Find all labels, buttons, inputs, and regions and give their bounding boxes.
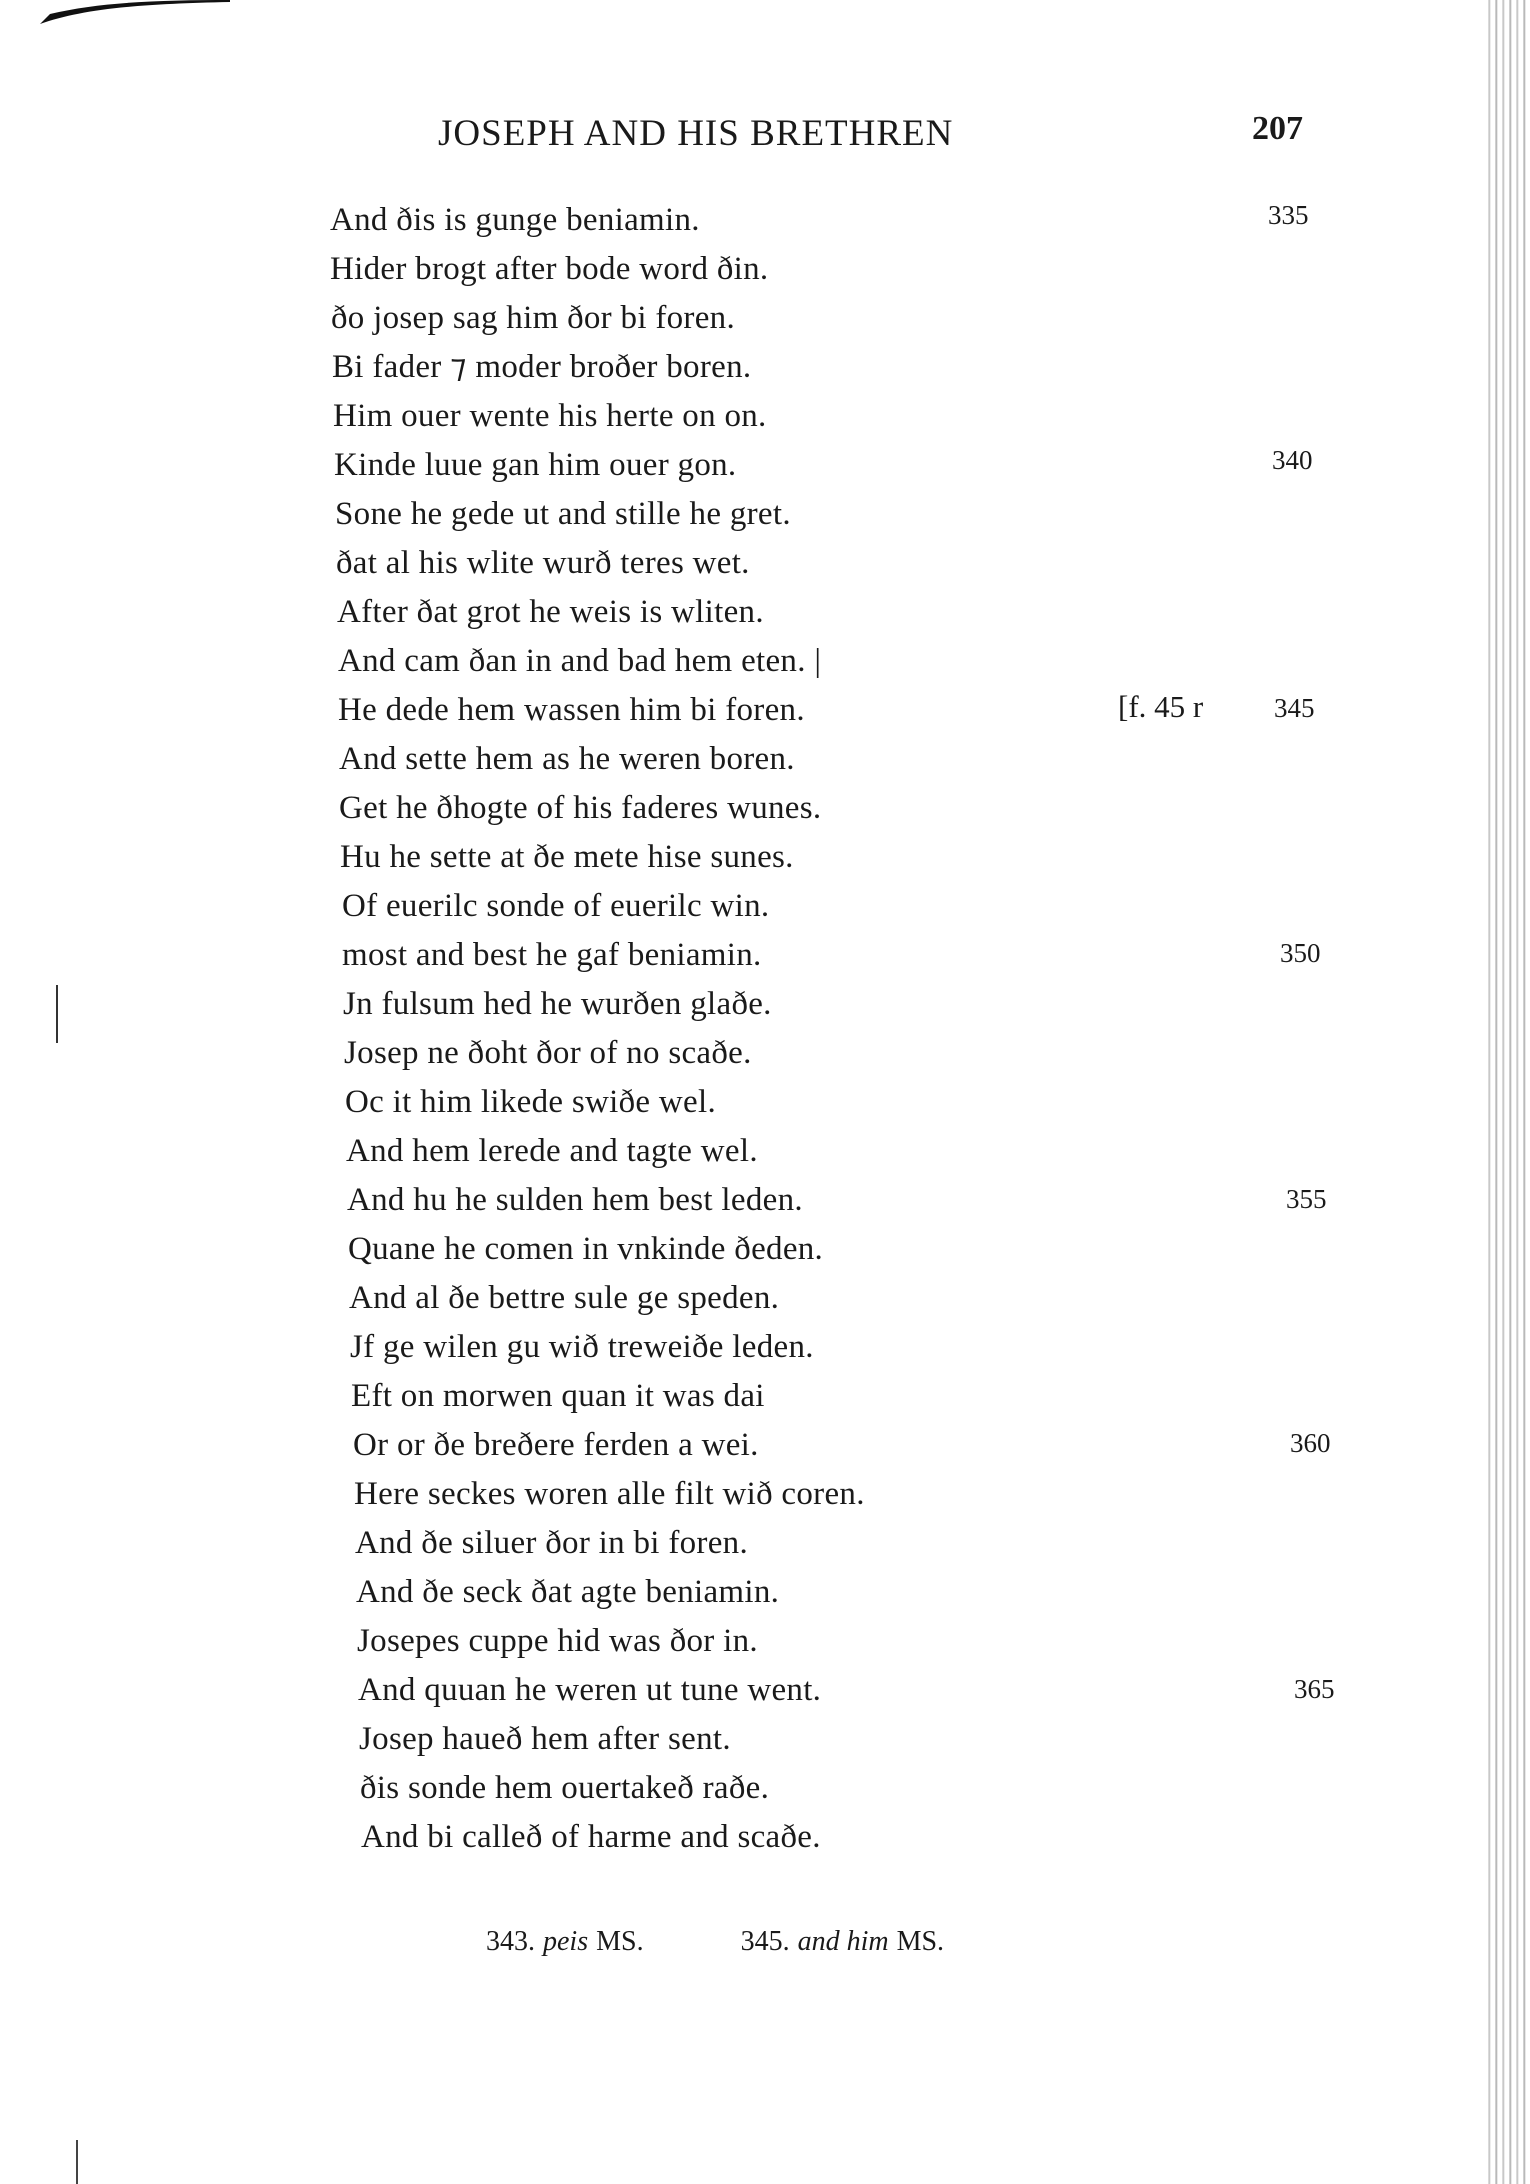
line-number: 360 (1290, 1428, 1331, 1458)
footnote-source: MS. (896, 1926, 945, 1957)
verse-line: Of euerilc sonde of euerilc win. (342, 888, 770, 924)
verse-line: And ðe siluer ðor in bi foren. (355, 1525, 748, 1561)
verse-line: Jn fulsum hed he wurðen glaðe. (343, 986, 772, 1022)
margin-mark-bottom (76, 2140, 78, 2184)
verse-line: Kinde luue gan him ouer gon. (334, 447, 737, 483)
footnote-reading: and him (797, 1926, 889, 1957)
verse-line: Jf ge wilen gu wið treweiðe leden. (350, 1329, 814, 1365)
running-title: JOSEPH AND HIS BRETHREN (438, 113, 954, 154)
page-edge-shadow (1484, 0, 1530, 2184)
footnote (486, 1926, 644, 1958)
verse-line: He dede hem wassen him bi foren. (338, 692, 805, 728)
verse-line: Josep ne ðoht ðor of no scaðe. (344, 1035, 752, 1071)
line-number: 345 (1274, 693, 1315, 723)
footnotes (486, 1926, 1034, 1958)
verse-line: And quuan he weren ut tune went. (358, 1672, 822, 1708)
verse-line: And sette hem as he weren boren. (339, 741, 795, 777)
verse-line: Oc it him likede swiðe wel. (345, 1084, 717, 1120)
footnote-number: 343. (486, 1926, 535, 1957)
verse-line: And al ðe bettre sule ge speden. (349, 1280, 780, 1316)
verse-line: Get he ðhogte of his faderes wunes. (339, 790, 822, 826)
verse-line: Or or ðe breðere ferden a wei. (353, 1427, 759, 1463)
footnote (741, 1926, 944, 1958)
line-number: 335 (1268, 200, 1309, 230)
verse-line: Josepes cuppe hid was ðor in. (357, 1623, 758, 1659)
footnote-number: 345. (740, 1926, 790, 1957)
verse-line: And hem lerede and tagte wel. (346, 1133, 758, 1169)
verse-line: Josep haueð hem after sent. (359, 1721, 731, 1757)
line-number: 350 (1280, 938, 1321, 968)
line-number: 355 (1286, 1184, 1327, 1214)
verse-line: ðo josep sag him ðor bi foren. (331, 300, 736, 336)
line-number: 340 (1272, 445, 1313, 475)
verse-line: And hu he sulden hem best leden. (347, 1182, 803, 1218)
footnote-reading: peis (543, 1926, 589, 1957)
verse-line: And ðe seck ðat agte beniamin. (356, 1574, 780, 1610)
verse-line: most and best he gaf beniamin. (342, 937, 762, 973)
verse-line: Bi fader ⁊ moder broðer boren. (332, 349, 752, 385)
folio-note: [f. 45 r (1118, 689, 1204, 724)
margin-mark (56, 985, 58, 1043)
verse-line: Him ouer wente his herte on on. (333, 398, 767, 434)
footnote-source: MS. (596, 1926, 644, 1957)
line-number: 365 (1294, 1674, 1335, 1704)
verse-line: Eft on morwen quan it was dai (351, 1378, 765, 1414)
verse-line: And bi calleð of harme and scaðe. (361, 1819, 821, 1855)
verse-line: Hu he sette at ðe mete hise sunes. (340, 839, 794, 875)
verse-line: Here seckes woren alle filt wið coren. (354, 1476, 865, 1512)
corner-ink-mark (40, 0, 230, 28)
verse-line: ðat al his wlite wurð teres wet. (336, 545, 750, 581)
verse-line: After ðat grot he weis is wliten. (337, 594, 764, 630)
verse-line: Hider brogt after bode word ðin. (330, 251, 769, 287)
verse-line: Sone he gede ut and stille he gret. (335, 496, 791, 532)
verse-line: ðis sonde hem ouertakeð raðe. (360, 1770, 770, 1806)
page-number: 207 (1252, 110, 1303, 147)
verse-line: And cam ðan in and bad hem eten. | (338, 643, 822, 679)
verse-line: Quane he comen in vnkinde ðeden. (348, 1231, 824, 1267)
verse-line: And ðis is gunge beniamin. (330, 202, 700, 238)
